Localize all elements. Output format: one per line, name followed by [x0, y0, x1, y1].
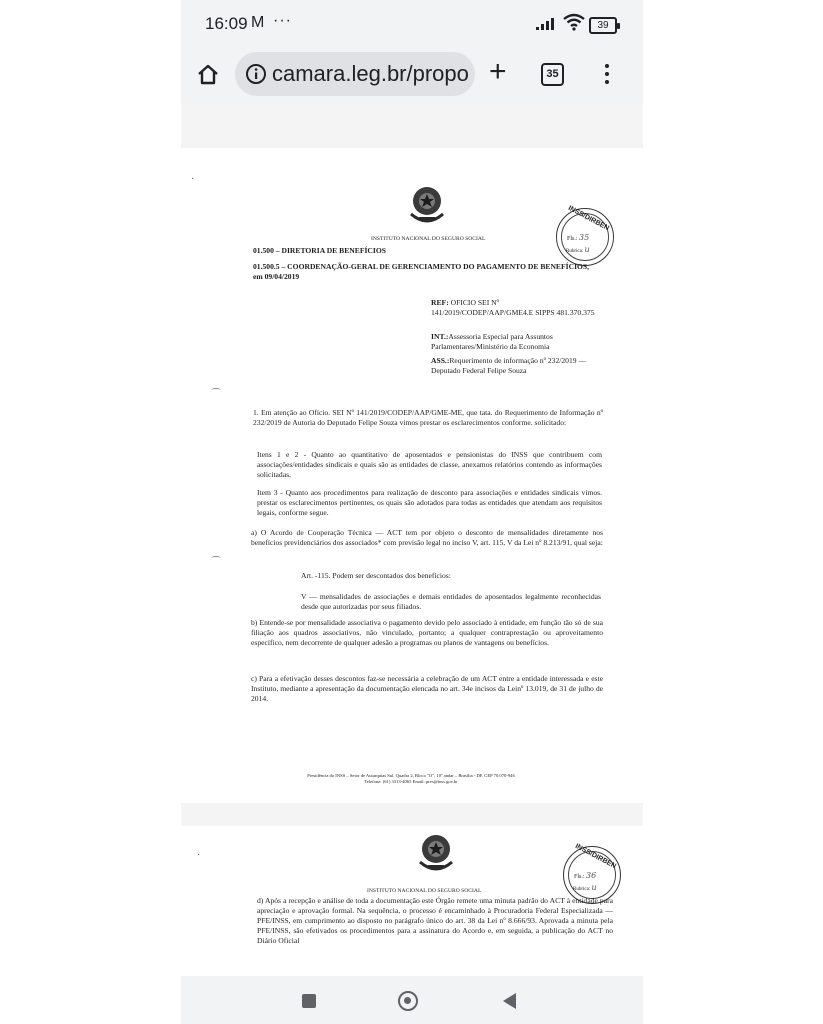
address-bar[interactable]: [235, 52, 475, 96]
recent-apps-icon[interactable]: [302, 994, 316, 1008]
url-text[interactable]: camara.leg.br/propo: [272, 61, 469, 86]
paragraph-item-3: Item 3 - Quanto aos procedimentos para realização de desconto para associações e entidades sindicais vimos. prestar os esclarecimentos pertinentes, os quais são adotados para todas as entidades que atendam aos requisitos legais, conforme segue.: [257, 488, 602, 517]
signal-icon: [536, 18, 556, 30]
inss-dirben-stamp: INSS/DIRBEN Fls.: 35 Rubrica: u: [556, 208, 614, 266]
document-viewer[interactable]: [181, 104, 643, 976]
more-notifications-icon: ···: [273, 12, 292, 29]
org-name: INSTITUTO NACIONAL DO SEGURO SOCIAL: [367, 888, 482, 894]
home-button-icon[interactable]: [398, 991, 418, 1011]
wifi-icon: [563, 13, 585, 31]
battery-icon: 39: [589, 17, 617, 34]
art-115-quote: Art. -115. Podem ser descontados dos benefícios:: [301, 571, 451, 580]
org-name: INSTITUTO NACIONAL DO SEGURO SOCIAL: [371, 236, 486, 242]
ass-block: ASS.:Requerimento de informação nº 232/2019 — Deputado Federal Felipe Souza: [431, 356, 587, 375]
int-block: INT.:Assessoria Especial para Assuntos Parlamentares/Ministério da Economia: [431, 332, 553, 351]
brazil-coat-of-arms-icon: [407, 184, 447, 226]
document-page-1: [181, 148, 643, 803]
back-icon[interactable]: [503, 993, 516, 1009]
inss-dirben-stamp: INSS/DIRBEN Fls.: 36 Rubrica: u: [563, 846, 621, 904]
browser-toolbar: [181, 48, 643, 104]
inciso-v-quote: V — mensalidades de associações e demais entidades de aposentados legalmente reconhecidas desde que autorizadas por seus filiados.: [301, 592, 601, 611]
site-info-icon[interactable]: [245, 63, 267, 85]
gmail-notification-icon: M: [251, 14, 265, 31]
paragraph-1: 1. Em atenção ao Ofício. SEI Nº 141/2019/CODEP/AAP/GME-ME, que tata. do Requerimento de Informação nº 232/2019 de Autoria do Deputado Felipe Souza vimos prestar os esclarecimentos conforme. solicitado:: [253, 408, 603, 427]
brazil-coat-of-arms-icon: [416, 832, 456, 874]
document-page-2: [181, 826, 643, 996]
scan-mark: ·: [191, 174, 195, 185]
status-time: 16:09: [205, 14, 248, 33]
ref-block: REF: OFICIO SEI Nº 141/2019/CODEP/AAP/GME4.E SIPPS 481.370.375: [431, 298, 595, 317]
new-tab-button[interactable]: +: [489, 55, 507, 88]
phone-screen: [181, 0, 643, 1024]
paragraph-itens-1-2: Itens 1 e 2 - Quanto ao quantitativo de aposentados e pensionistas do INSS que contribuem com associações/entidades sindicais e quais são as entidades de classe, anexamos relatórios contendo as informações solicitadas.: [257, 450, 602, 479]
heading-coordenacao: 01.500.5 – COORDENAÇÃO-GERAL DE GERENCIAMENTO DO PAGAMENTO DE BENEFÍCIOS, em 09/04/2019: [253, 262, 590, 281]
page-footer: Presidência do INSS – Setor de Autarquias Sul, Quadra 2, Bloco "O", 10º andar – Brasília - DF. CEP 70.070-946 Telefone: (61) 3313-4065 Email: pres@inss.gov.br: [307, 772, 515, 784]
home-icon[interactable]: [197, 63, 219, 85]
scan-mark: ·: [197, 850, 201, 861]
paragraph-d: d) Após a recepção e análise de toda a documentação este Órgão remete uma minuta padrão do ACT à entidade para apreciação e aprovação formal. Na sequência, o processo é encaminhado à Procuradoria Federal Especializada — PFE/INSS, em cumprimento ao disposto no parágrafo único do art. 38 da Lei nº 8.666/93. Aprovada a minuta pela PFE/INSS, são efetivados os procedimentos para a assinatura do Acordo e, em seguida, a publicação do ACT no Diário Oficial: [257, 896, 613, 945]
paragraph-a: a) O Acordo de Cooperação Técnica — ACT tem por objeto o desconto de mensalidades diretamente nos benefícios previdenciários dos associados* com previsão legal no inciso V, art. 115, V da Lei nº 8.213/91, qual seja:: [251, 528, 603, 547]
margin-mark: ⌒: [211, 389, 221, 400]
status-bar: [181, 0, 643, 48]
margin-mark: ⌒: [211, 557, 221, 568]
paragraph-c: c) Para a efetivação desses descontos faz-se necessária a celebração de um ACT entre a entidade interessada e este Instituto, mediante a apresentação da documentação elencada no art. 34e incisos da Leinº 13.019, de 31 de julho de 2014.: [251, 674, 603, 703]
heading-diretoria: 01.500 – DIRETORIA DE BENEFÍCIOS: [253, 246, 386, 255]
browser-menu-icon[interactable]: [605, 64, 609, 88]
system-navigation-bar: [181, 976, 643, 1024]
paragraph-b: b) Entende-se por mensalidade associativa o pagamento devido pelo associado à entidade, em função tão só de sua filiação aos quadros associativos, não vinculado, portanto; a qualquer contraprestação ou aproveitamento específico, nem decorrente de qualquer adesão a programas ou planos de vantagens ou benefícios.: [251, 618, 603, 647]
tab-switcher-button[interactable]: 35: [541, 63, 564, 86]
